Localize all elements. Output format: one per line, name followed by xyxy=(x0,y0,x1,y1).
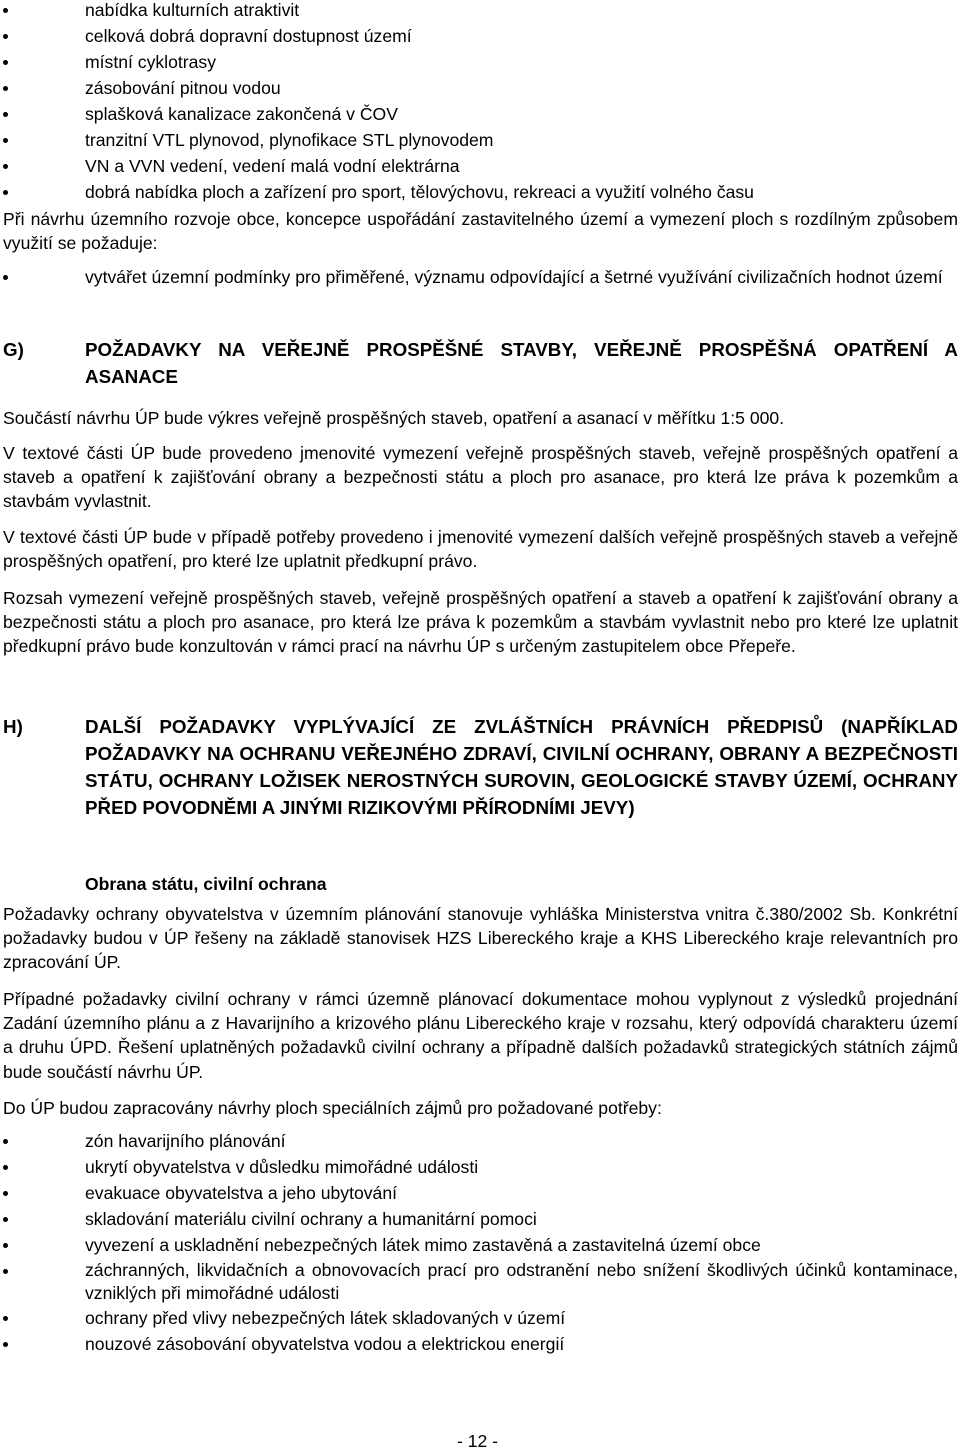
bullet-icon xyxy=(3,1165,8,1170)
bullet-icon xyxy=(3,1139,8,1144)
list-item: dobrá nabídka ploch a zařízení pro sport, tělovýchovu, rekreaci a využití volného času xyxy=(3,179,958,205)
paragraph: Součástí návrhu ÚP bude výkres veřejně prospěšných staveb, opatření a asanací v měřítku 1:5 000. xyxy=(3,408,785,428)
section-title: DALŠÍ POŽADAVKY VYPLÝVAJÍCÍ ZE ZVLÁŠTNÍCH PRÁVNÍCH PŘEDPISŮ (NAPŘÍKLAD POŽADAVKY NA OCHRANU VEŘEJNÉHO ZDRAVÍ, CIVILNÍ OCHRANY, OBRANY A BEZPEČNOSTI STÁTU, OCHRANY LOŽISEK NEROSTNÝCH SUROVIN, GEOLOGICKÉ STAVBY ÚZEMÍ, OCHRANY PŘED POVODNĚMI A JINÝMI RIZIKOVÝMI PŘÍRODNÍMI JEVY) xyxy=(85,716,958,818)
bullet-icon xyxy=(3,164,8,169)
bullet-icon xyxy=(3,275,8,280)
paragraph: Požadavky ochrany obyvatelstva v územním plánování stanovuje vyhláška Ministerstva vnitra č.380/2002 Sb. Konkrétní požadavky budou v ÚP řešeny na základě stanovisek HZS Libereckého kraje a KHS Libereckého kraje relevantních pro zpracování ÚP. xyxy=(3,904,958,973)
list-item: skladování materiálu civilní ochrany a humanitární pomoci xyxy=(3,1206,958,1232)
section-title: POŽADAVKY NA VEŘEJNĚ PROSPĚŠNÉ STAVBY, VEŘEJNĚ PROSPĚŠNÁ OPATŘENÍ A ASANACE xyxy=(85,339,958,387)
list-item: celková dobrá dopravní dostupnost území xyxy=(3,23,958,49)
section-h-heading xyxy=(3,713,958,821)
list-item: ochrany před vlivy nebezpečných látek skladovaných v území xyxy=(3,1305,958,1331)
list-item: VN a VVN vedení, vedení malá vodní elektrárna xyxy=(3,153,958,179)
bullet-icon xyxy=(3,1243,8,1248)
bullet-icon xyxy=(3,190,8,195)
list-item: splašková kanalizace zakončená v ČOV xyxy=(3,101,958,127)
list-item: nabídka kulturních atraktivit xyxy=(3,0,958,23)
bottom-bullet-list xyxy=(3,1128,958,1357)
bullet-list-vytvaret xyxy=(3,265,958,289)
list-item: evakuace obyvatelstva a jeho ubytování xyxy=(3,1180,958,1206)
section-letter: G) xyxy=(3,339,24,360)
top-bullet-list xyxy=(3,0,958,205)
list-item: vytvářet územní podmínky pro přiměřené, významu odpovídající a šetrné využívání civilizačních hodnot území xyxy=(3,265,958,289)
bullet-icon xyxy=(3,1316,8,1321)
page-number: - 12 - xyxy=(456,1431,499,1451)
list-item: místní cyklotrasy xyxy=(3,49,958,75)
list-item: záchranných, likvidačních a obnovovacích prací pro odstranění nebo snížení škodlivých účinků kontaminace, vzniklých při mimořádné události xyxy=(3,1258,958,1305)
list-item: vyvezení a uskladnění nebezpečných látek mimo zastavěná a zastavitelná území obce xyxy=(3,1232,958,1258)
paragraph: V textové části ÚP bude v případě potřeby provedeno i jmenovité vymezení dalších veřejně prospěšných staveb a veřejně prospěšných opatření, pro které lze uplatnit předkupní právo. xyxy=(3,527,958,572)
list-item: ukrytí obyvatelstva v důsledku mimořádné události xyxy=(3,1154,958,1180)
bullet-icon xyxy=(3,8,8,13)
bullet-icon xyxy=(3,1217,8,1222)
bullet-icon xyxy=(3,138,8,143)
section-letter: H) xyxy=(3,716,23,737)
list-item: tranzitní VTL plynovod, plynofikace STL plynovodem xyxy=(3,127,958,153)
bullet-icon xyxy=(3,86,8,91)
list-item: zón havarijního plánování xyxy=(3,1128,958,1154)
subheading: Obrana státu, civilní ochrana xyxy=(85,874,327,894)
section-g-heading xyxy=(3,336,958,390)
bullet-icon xyxy=(3,112,8,117)
bullet-icon xyxy=(3,1342,8,1347)
paragraph: Rozsah vymezení veřejně prospěšných staveb, veřejně prospěšných opatření a staveb a opatření k zajišťování obrany a bezpečnosti státu a ploch pro asanace, pro která lze práva k pozemkům a stavbám vyvlastnit nebo pro které lze uplatnit předkupní právo bude konzultován v rámci prací na návrhu ÚP s určeným zastupitelem obce Přepeře. xyxy=(3,588,958,657)
paragraph-navrh: Při návrhu územního rozvoje obce, koncepce uspořádání zastavitelného území a vymezení ploch s rozdílným způsobem využití se požaduje: xyxy=(3,209,958,254)
list-item: nouzové zásobování obyvatelstva vodou a elektrickou energií xyxy=(3,1331,958,1357)
bullet-icon xyxy=(3,60,8,65)
paragraph: V textové části ÚP bude provedeno jmenovité vymezení veřejně prospěšných staveb, veřejně prospěšných opatření a staveb a opatření k zajišťování obrany a bezpečnosti státu a ploch pro asanace, pro která lze práva k pozemkům a stavbám vyvlastnit. xyxy=(3,443,958,512)
bullet-icon xyxy=(3,1191,8,1196)
paragraph: Do ÚP budou zapracovány návrhy ploch speciálních zájmů pro požadované potřeby: xyxy=(3,1098,662,1118)
paragraph: Případné požadavky civilní ochrany v rámci územně plánovací dokumentace mohou vyplynout z výsledků projednání Zadání územního plánu a z Havarijního a krizového plánu Libereckého kraje v rozsahu, který odpovídá charakteru území a druhu ÚPD. Řešení uplatněných požadavků civilní ochrany a případně dalších požadavků strategických státních zájmů bude součástí návrhu ÚP. xyxy=(3,989,958,1082)
list-item: zásobování pitnou vodou xyxy=(3,75,958,101)
bullet-icon xyxy=(3,1269,8,1274)
bullet-icon xyxy=(3,34,8,39)
